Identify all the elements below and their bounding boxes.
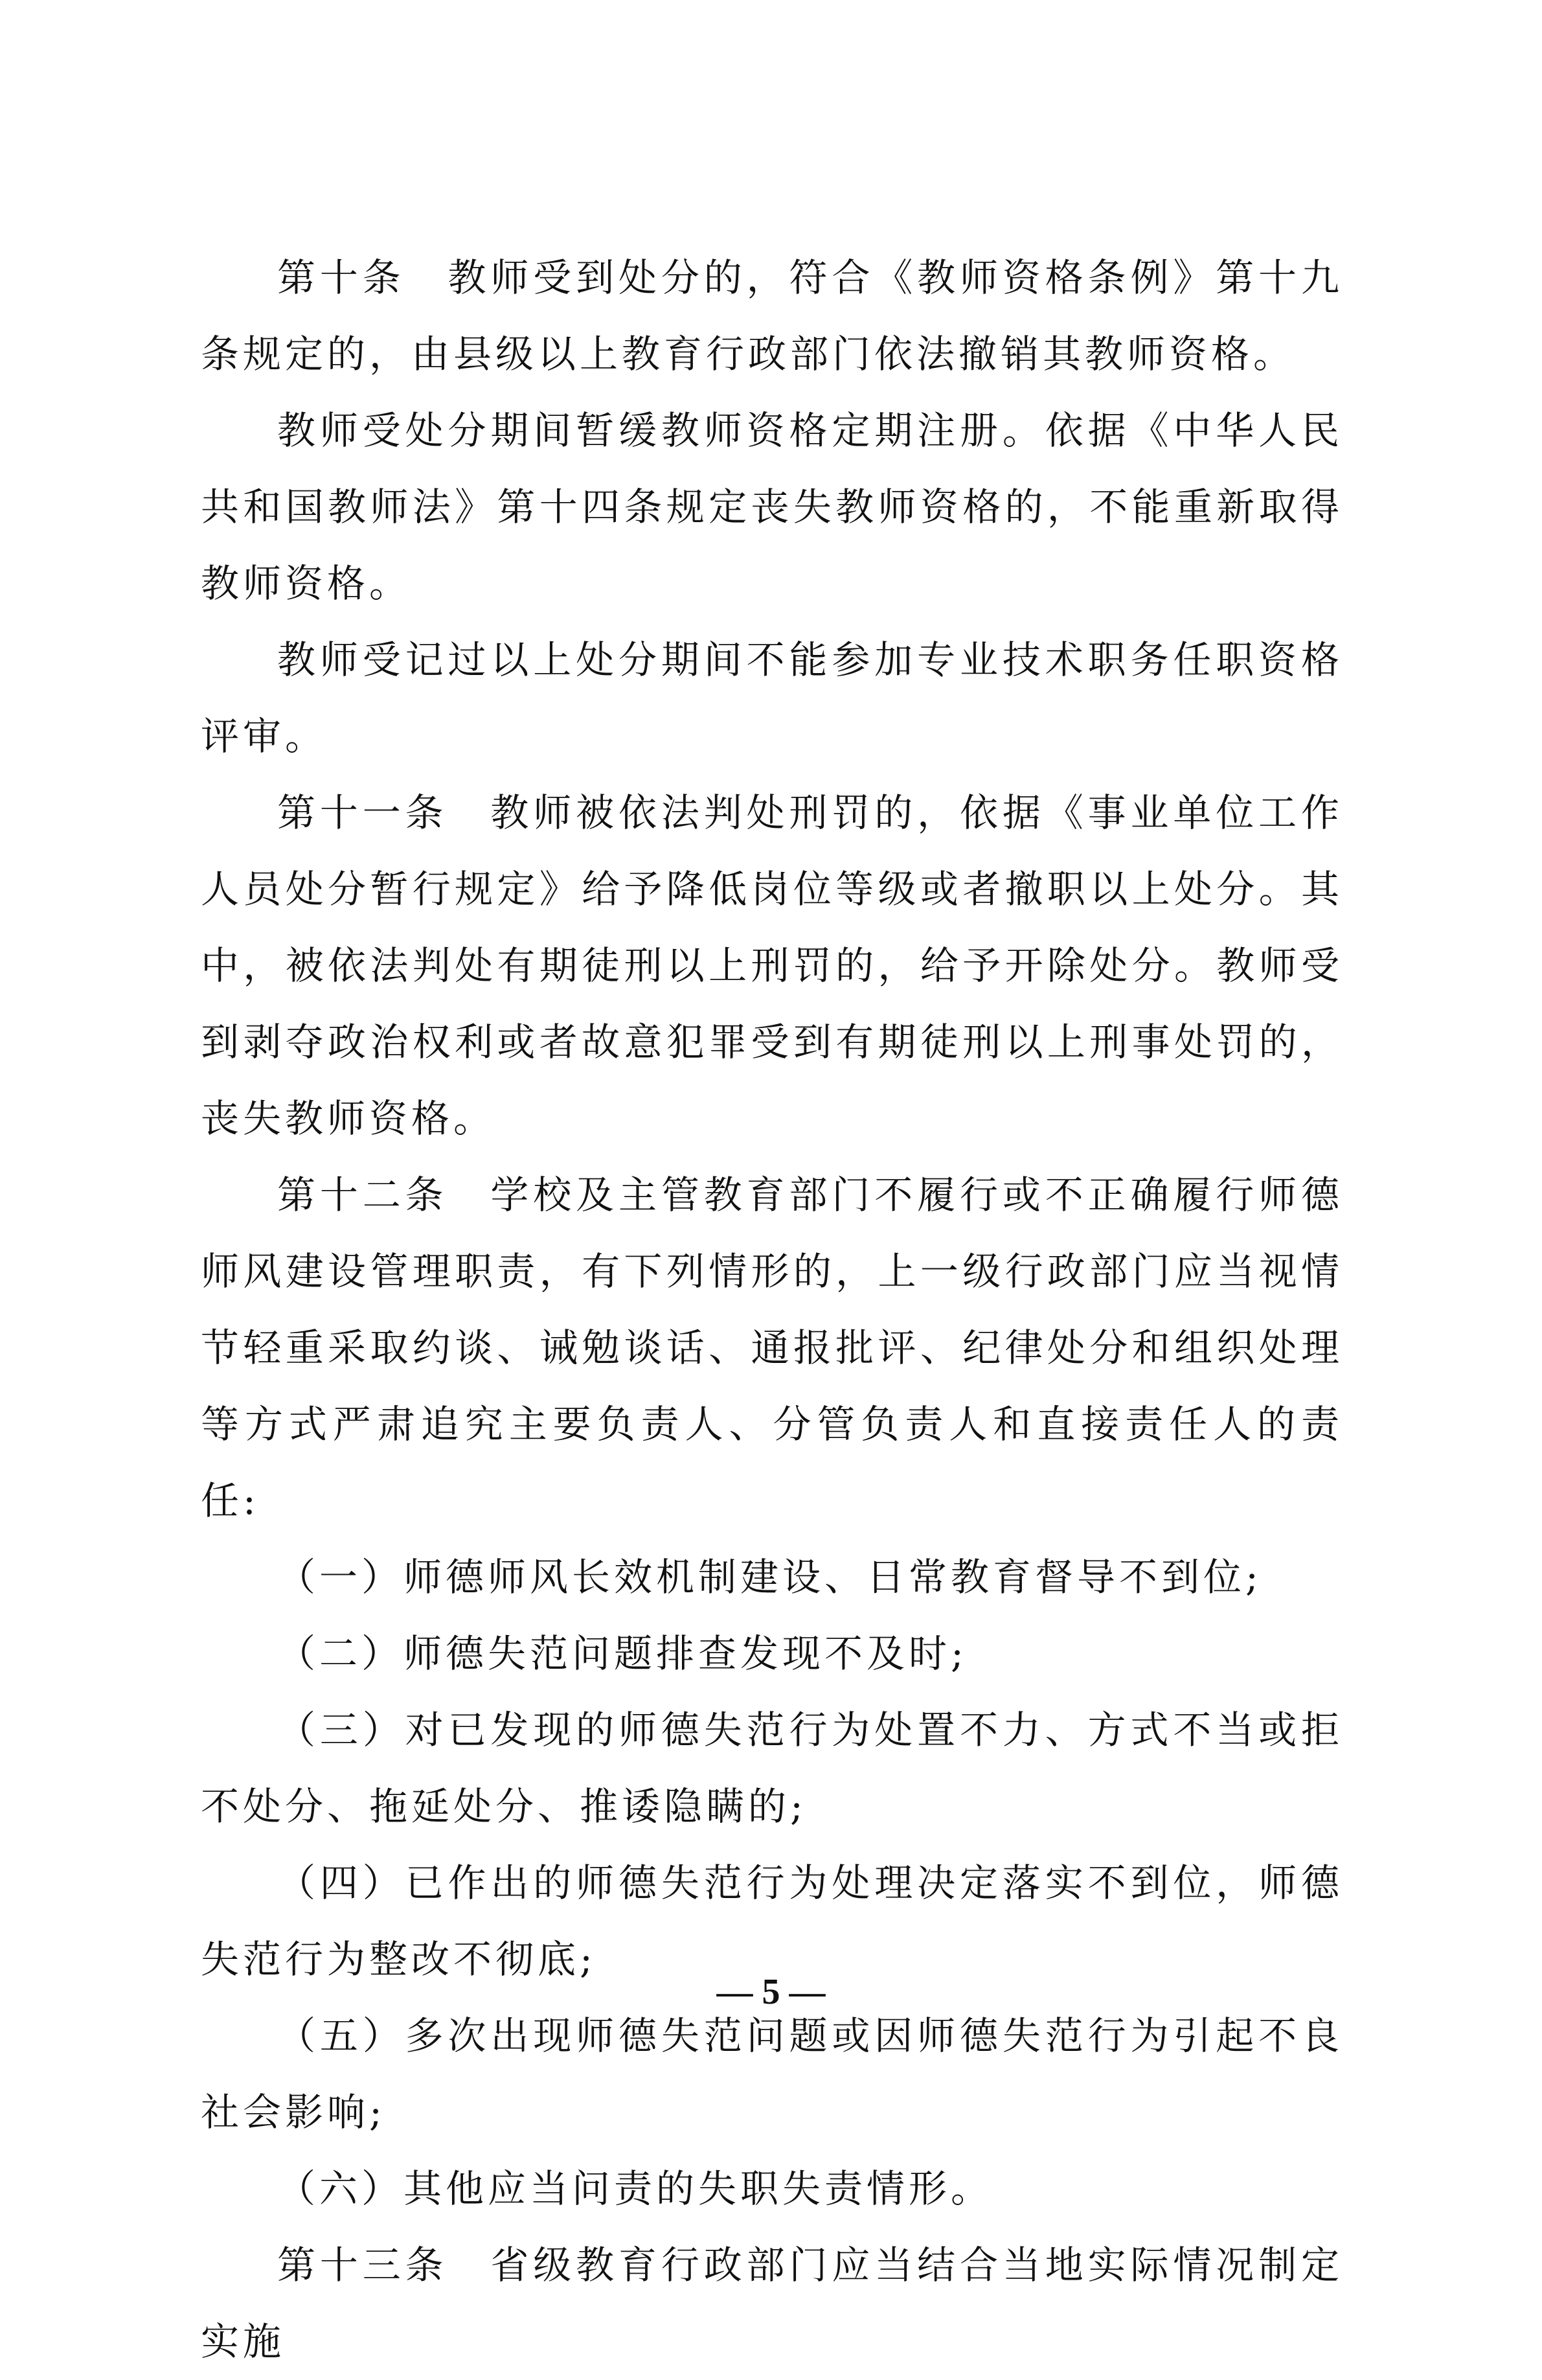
paragraph-article-13: 第十三条 省级教育行政部门应当结合当地实际情况制定实施 — [201, 2243, 1343, 2364]
list-item-4: （四）已作出的师德失范行为处理决定落实不到位，师德失范行为整改不彻底; — [201, 1860, 1343, 1982]
list-item-3: （三）对已发现的师德失范行为处置不力、方式不当或拒不处分、拖延处分、推诿隐瞒的; — [201, 1708, 1343, 1829]
list-item-5: （五）多次出现师德失范问题或因师德失范行为引起不良社会影响; — [201, 2013, 1343, 2134]
paragraph-article-12: 第十二条 学校及主管教育部门不履行或不正确履行师德师风建设管理职责，有下列情形的，上一级行政部门应当视情节轻重采取约谈、诫勉谈话、通报批评、纪律处分和组织处理等方式严肃追究主要负责人、分管负责人和直接责任人的责任: — [201, 1173, 1343, 1523]
paragraph-article-10: 第十条 教师受到处分的，符合《教师资格条例》第十九条规定的，由县级以上教育行政部门依法撤销其教师资格。 — [201, 255, 1343, 376]
paragraph-article-11: 第十一条 教师被依法判处刑罚的，依据《事业单位工作人员处分暂行规定》给予降低岗位等级或者撤职以上处分。其中，被依法判处有期徒刑以上刑罚的，给予开除处分。教师受到剥夺政治权利或者故意犯罪受到有期徒刑以上刑事处罚的，丧失教师资格。 — [201, 790, 1343, 1141]
page-number: — 5 — — [716, 1972, 826, 2012]
paragraph-suspension-registration: 教师受处分期间暂缓教师资格定期注册。依据《中华人民共和国教师法》第十四条规定丧失教师资格的，不能重新取得教师资格。 — [201, 408, 1343, 606]
list-item-2: （二）师德失范问题排查发现不及时; — [277, 1631, 968, 1676]
body-text — [201, 240, 1343, 2380]
list-item-1: （一）师德师风长效机制建设、日常教育督导不到位; — [277, 1555, 1262, 1599]
paragraph-title-review: 教师受记过以上处分期间不能参加专业技术职务任职资格评审。 — [201, 637, 1343, 759]
list-item-6: （六）其他应当问责的失职失责情形。 — [277, 2166, 993, 2211]
